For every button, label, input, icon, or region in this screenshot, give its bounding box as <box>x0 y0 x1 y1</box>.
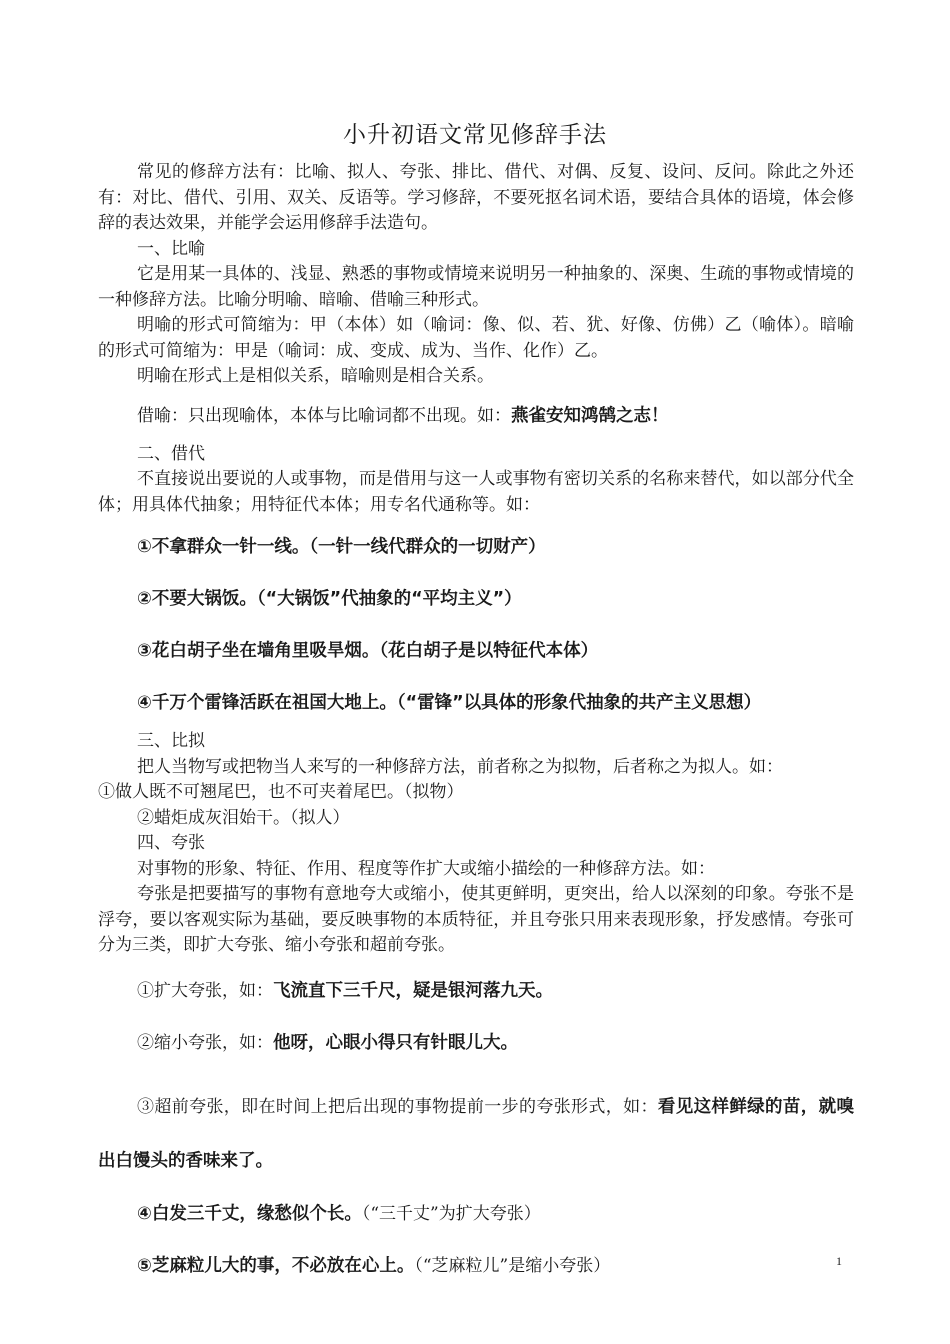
hyperbole-example: ②缩小夸张，如：他呀，心眼小得只有针眼儿大。 <box>137 1032 518 1053</box>
section-heading-hyperbole: 四、夸张 <box>137 833 205 853</box>
document-body <box>98 160 854 1281</box>
page-title: 小升初语文常见修辞手法 <box>343 122 607 148</box>
personification-example: ②蜡炬成灰泪始干。（拟人） <box>137 807 350 828</box>
hyperbole-example: ③超前夸张，即在时间上把后出现的事物提前一步的夸张形式，如：看见这样鲜绿的苗，就嗅出白馒头的香味来了。 <box>98 1096 854 1171</box>
borrowed-metaphor-lead: 借喻：只出现喻体，本体与比喻词都不出现。如： <box>137 405 511 426</box>
personification-definition: 把人当物写或把物当人来写的一种修辞方法，前者称之为拟物，后者称之为拟人。如： <box>137 756 783 777</box>
hyperbole-example: ①扩大夸张，如：飞流直下三千尺，疑是银河落九天。 <box>137 980 553 1001</box>
metonymy-example: ③花白胡子坐在墙角里吸旱烟。（花白胡子是以特征代本体） <box>137 641 599 661</box>
borrowed-metaphor-example: 燕雀安知鸿鹄之志！ <box>511 405 669 426</box>
hyperbole-example: ④白发三千丈，缘愁似个长。（“三千丈”为扩大夸张） <box>137 1203 541 1224</box>
page-number: 1 <box>836 1254 842 1268</box>
simile-form: 明喻的形式可简缩为：甲（本体）如（喻词：像、似、若、犹、好像、仿佛）乙（喻体）。暗喻的形式可简缩为：甲是（喻词：成、变成、成为、当作、化作）乙。 <box>98 315 854 361</box>
simile-relation: 明喻在形式上是相似关系，暗喻则是相合关系。 <box>137 366 494 386</box>
metonymy-example: ④千万个雷锋活跃在祖国大地上。（“雷锋”以具体的形象代抽象的共产主义思想） <box>137 693 762 713</box>
hyperbole-definition: 对事物的形象、特征、作用、程度等作扩大或缩小描绘的一种修辞方法。如： <box>137 858 715 879</box>
metonymy-example: ②不要大锅饭。（“大锅饭”代抽象的“平均主义”） <box>137 589 522 609</box>
hyperbole-example: ⑤芝麻粒儿大的事，不必放在心上。（“芝麻粒儿”是缩小夸张） <box>137 1255 611 1276</box>
borrowed-metaphor <box>98 401 854 431</box>
hyperbole-explanation: 夸张是把要描写的事物有意地夸大或缩小，使其更鲜明，更突出，给人以深刻的印象。夸张不是浮夸，要以客观实际为基础，要反映事物的本质特征，并且夸张只用来表现形象，抒发感情。夸张可分为三类，即扩大夸张、缩小夸张和超前夸张。 <box>98 884 854 955</box>
metonymy-definition: 不直接说出要说的人或事物，而是借用与这一人或事物有密切关系的名称来替代，如以部分代全体；用具体代抽象；用特征代本体；用专名代通称等。如： <box>98 469 854 515</box>
section-heading-metaphor: 一、比喻 <box>137 238 205 259</box>
section-heading-metonymy: 二、借代 <box>137 443 205 464</box>
metonymy-example: ①不拿群众一针一线。（一针一线代群众的一切财产） <box>137 537 546 557</box>
section-heading-personification: 三、比拟 <box>137 731 205 751</box>
personification-example: ①做人既不可翘尾巴，也不可夹着尾巴。（拟物） <box>98 782 464 802</box>
metaphor-definition: 它是用某一具体的、浅显、熟悉的事物或情境来说明另一种抽象的、深奥、生疏的事物或情境的一种修辞方法。比喻分明喻、暗喻、借喻三种形式。 <box>98 264 854 310</box>
intro-paragraph: 常见的修辞方法有：比喻、拟人、夸张、排比、借代、对偶、反复、设问、反问。除此之外还有：对比、借代、引用、双关、反语等。学习修辞，不要死抠名词术语，要结合具体的语境，体会修辞的表达效果，并能学会运用修辞手法造句。 <box>98 162 854 233</box>
